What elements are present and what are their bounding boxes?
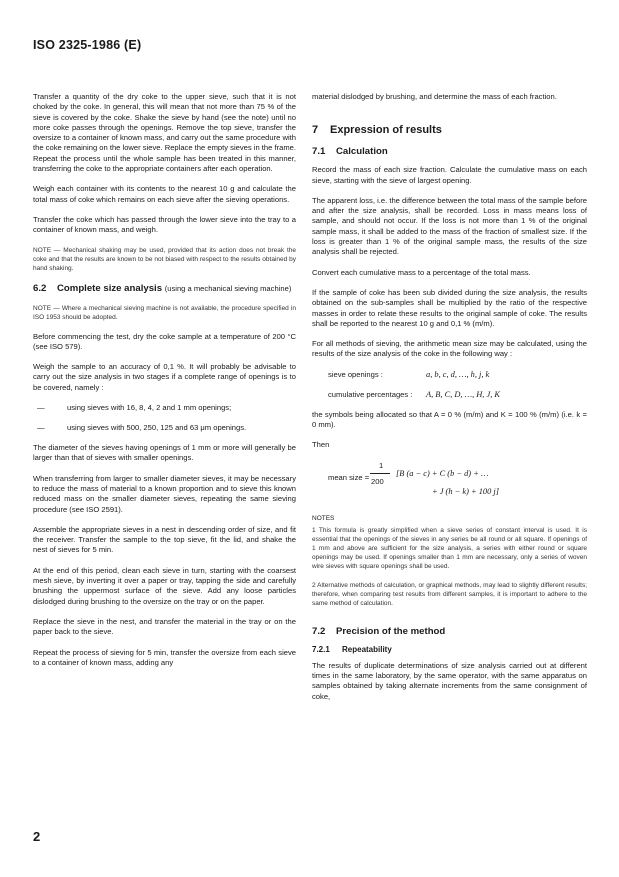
section-heading-6-2 [33, 283, 296, 294]
section-title: Calculation [336, 146, 388, 158]
paragraph: The diameter of the sieves having openings of 1 mm or more will generally be larger than that of sieves with smaller openings. [33, 443, 296, 463]
section-number: 7 [312, 124, 319, 137]
cumulative-percentages-line [328, 390, 587, 400]
paragraph: Weigh the sample to an accuracy of 0,1 %. It will probably be advisable to carry out the size analysis in two stages if a complete range of openings is to be covered, namely : [33, 362, 296, 392]
cumulative-percentages-label: cumulative percentages : [328, 389, 413, 399]
list-item [33, 423, 296, 433]
paragraph: the symbols being allocated so that A = 0 % (m/m) and K = 100 % (m/m) (i.e. k = 0 mm). [312, 409, 587, 430]
paragraph: The results of duplicate determinations of size analysis carried out at different times in the same laboratory, by the same operator, with the same apparatus on samples obtained by taking alternate increments from the same consignment of coke, [312, 660, 587, 701]
section-title: Repeatability [342, 644, 392, 654]
paragraph: The apparent loss, i.e. the difference between the total mass of the sample before and after the size analysis, shall be recorded. Loss in mass means loss of sample, and should not occur. If the loss is not more than 1 % of the original sample mass, it shall be added to the mass of the fraction of smallest size. If the loss is greater than 1 % of the original sample mass, the results of the size analysis shall be rejected. [312, 195, 587, 257]
paragraph: At the end of this period, clean each sieve in turn, starting with the coarsest mesh sieve, by inverting it over a paper or tray, tapping the side and carefully brushing the uppermost surface of the sieve. Add any loose particles dislodged during brushing to the oversize on the tray or on the paper. [33, 565, 296, 606]
section-title-tail: (using a mechanical sieving machine) [164, 283, 292, 293]
section-title: Complete size analysis [57, 282, 163, 294]
paragraph: Record the mass of each size fraction. Calculate the cumulative mass on each sieve, starting with the sieve of largest opening. [312, 165, 587, 185]
section-number: 7.1 [312, 146, 326, 158]
document-header: ISO 2325-1986 (E) [33, 38, 142, 52]
section-title: Precision of the method [336, 625, 446, 637]
page-number: 2 [33, 829, 41, 844]
paragraph: Replace the sieve in the nest, and transfer the material in the tray or on the paper back to the sieve. [33, 616, 296, 637]
paragraph: For all methods of sieving, the arithmetic mean size may be calculated, using the results of the size analysis of the coke in the following way : [312, 339, 587, 359]
sieve-openings-values: a, b, c, d, …, h, j, k [426, 369, 490, 379]
section-heading-7-2 [312, 626, 587, 637]
paragraph: Transfer the coke which has passed through the lower sieve into the tray to a container of known mass, and weigh. [33, 214, 296, 235]
paragraph: material dislodged by brushing, and determine the mass of each fraction. [312, 92, 557, 101]
notes-title: NOTES [312, 514, 335, 522]
formula-numerator: 1 [379, 460, 384, 470]
left-column [33, 92, 296, 678]
section-heading-7-2-1 [312, 645, 587, 654]
section-number: 7.2.1 [312, 644, 330, 654]
paragraph: Transfer a quantity of the dry coke to the upper sieve, such that it is not choked by the coke. In general, this will mean that not more than 75 % of the sieve is covered by the coke. Shake the sieve by hand (see the note) until no more coke passes through the openings. Remove the top sieve, transfer the oversize to a container of known mass, and carry out the same procedure with the coke remaining on the lower sieve. Replace the empty sieves in the frame. Repeat the process until the whole sample has been treated in this manner, transferring the coke to the appropriate containers after each operation. [33, 92, 296, 174]
mean-size-formula [312, 461, 587, 503]
cumulative-percentages-values: A, B, C, D, …, H, J, K [426, 389, 500, 399]
note: 1 This formula is greatly simplified when a sieve series of constant interval is used. It is essential that the openings of the sieves in any series be all round or all square. If openings of 1 mm and above are sufficient for the size analysis, a series with either round or square openings may be used. If openings smaller than 1 mm are necessary, only a series of woven wire sieves with square openings shall be used. [312, 526, 587, 570]
section-number: 7.2 [312, 625, 326, 637]
dash-bullet: — [37, 403, 45, 413]
sieve-list [33, 403, 296, 433]
paragraph: Weigh each container with its contents to the nearest 10 g and calculate the total mass of coke which remains on each sieve after the sieving operations. [33, 184, 296, 204]
fraction-bar [370, 473, 390, 474]
formula-line-1: [B (a − c) + C (b − d) + … [396, 468, 489, 478]
paragraph: If the sample of coke has been sub divided during the size analysis, the results obtained on the sub-samples shall be multiplied by the ratio of the respective masses in order to relate these results to the original sample of coke. The results shall be reported to the nearest 10 g and 0,1 % (m/m). [312, 287, 587, 328]
list-item-text: using sieves with 16, 8, 4, 2 and 1 mm openings; [67, 403, 232, 413]
list-item-text: using sieves with 500, 250, 125 and 63 μm openings. [67, 423, 247, 433]
paragraph: When transferring from larger to smaller diameter sieves, it may be necessary to reduce the mass of material to a known proportion and to sieve this known reduced mass on the smaller diameter sieves, repeating the same sieving procedure (see ISO 2591). [33, 473, 296, 514]
section-heading-7-1 [312, 146, 587, 157]
sieve-openings-label: sieve openings : [328, 369, 383, 379]
right-column [312, 92, 587, 712]
note: NOTE — Where a mechanical sieving machine is not available, the procedure specified in ISO 1953 should be adopted. [33, 304, 296, 321]
formula-denominator: 200 [371, 476, 384, 486]
formula-line-2: + J (h − k) + 100 j] [432, 486, 499, 496]
section-heading-7 [312, 124, 587, 136]
paragraph: Before commencing the test, dry the coke sample at a temperature of 200 °C (see ISO 579). [33, 331, 296, 351]
note: NOTE — Mechanical shaking may be used, provided that its action does not break the coke and that the results are known to be not biased with respect to the results obtained by hand shaking. [33, 246, 296, 272]
paragraph: Repeat the process of sieving for 5 min, transfer the oversize from each sieve to a container of known mass, adding any [33, 647, 296, 667]
paragraph: Convert each cumulative mass to a percentage of the total mass. [312, 267, 531, 277]
then-label: Then [312, 440, 330, 450]
formula-label: mean size = [328, 472, 370, 482]
dash-bullet: — [37, 423, 45, 433]
paragraph: Assemble the appropriate sieves in a nest in descending order of size, and fit the receiver. Transfer the sample to the top sieve, fit the lid, and shake the nest of sieves for 5 min. [33, 524, 296, 555]
note: 2 Alternative methods of calculation, or graphical methods, may lead to slightly different results; therefore, when comparing test results from different samples, it is important to adhere to the same method of calculation. [312, 581, 587, 607]
section-title: Expression of results [330, 124, 442, 137]
list-item [33, 403, 296, 413]
section-number: 6.2 [33, 282, 47, 294]
sieve-openings-line [328, 370, 587, 380]
